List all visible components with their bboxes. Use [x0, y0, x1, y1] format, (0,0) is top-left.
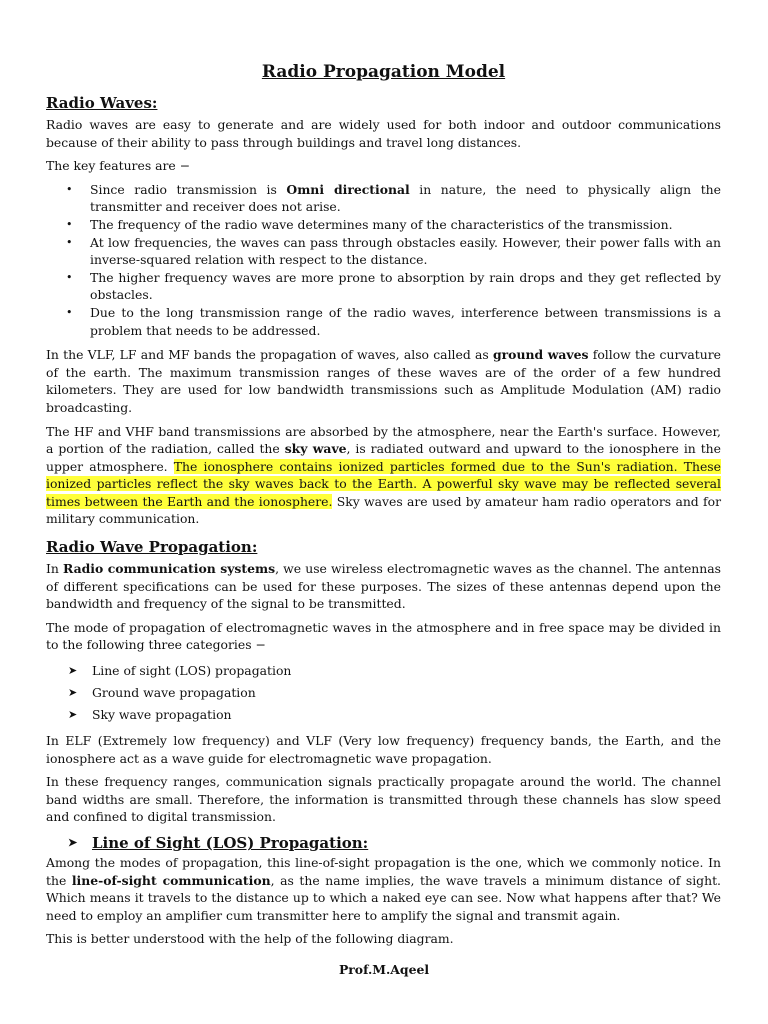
text-run: follow the curvature of the earth. The maximum transmission ranges of these waves are of the order of a few hundred kilometers. They are used for low bandwidth transmissions such as Amplitude Modulation (AM) radio broadcasting.: [46, 347, 721, 415]
list-item: [68, 660, 721, 682]
section-heading-radio-wave-propagation: Radio Wave Propagation:: [46, 538, 258, 557]
section-heading-radio-waves: Radio Waves:: [46, 94, 158, 112]
bold-term-radio-communication-systems: Radio communication systems: [63, 561, 276, 577]
text-run: Sky waves are used by amateur ham radio operators and for military communication.: [46, 493, 721, 527]
list-item-bold-term: Omni directional: [286, 181, 410, 197]
list-item: [90, 269, 721, 304]
paragraph-ground-waves: [46, 346, 721, 416]
list-item-text: in nature, the need to physically align the transmitter and receiver does not arise.: [90, 181, 721, 215]
bold-term-ground-waves: ground waves: [492, 347, 589, 363]
arrow-bullet-icon: ➤: [68, 708, 78, 722]
paragraph-key-features-label: The key features are −: [46, 158, 191, 174]
section-heading-los-propagation: [46, 834, 721, 852]
paragraph-radio-waves-intro: Radio waves are easy to generate and are widely used for both indoor and outdoor communications because of their ability to pass through buildings and travel long distances.: [46, 117, 721, 150]
text-run: , is radiated outward and upward to the ionosphere in the upper atmosphere.: [46, 441, 721, 474]
list-item: [90, 216, 721, 234]
list-item-text: Line of sight (LOS) propagation: [92, 663, 292, 679]
bold-term-sky-wave: sky wave: [284, 441, 347, 457]
list-item: [90, 304, 721, 339]
paragraph-diagram-intro: This is better understood with the help of the following diagram.: [46, 931, 454, 947]
text-run: Among the modes of propagation, this line-of-sight propagation is the one, which we commonly notice. In the: [46, 855, 721, 888]
text-run: In: [46, 561, 63, 577]
footer-author: Prof.M.Aqeel: [338, 962, 430, 977]
paragraph-elf-vlf: In ELF (Extremely low frequency) and VLF (Very low frequency) frequency bands, the Earth, and the ionosphere act as a wave guide for electromagnetic wave propagation.: [46, 733, 721, 766]
text-run: In the VLF, LF and MF bands the propagation of waves, also called as: [46, 347, 493, 363]
list-item-text: The frequency of the radio wave determines many of the characteristics of the transmission.: [90, 216, 673, 232]
text-run: , we use wireless electromagnetic waves as the channel. The antennas of different specifications can be used for these purposes. The sizes of these antennas depend upon the bandwidth and frequency of the signal to be transmitted.: [46, 561, 722, 612]
arrow-bullet-icon: ➤: [68, 686, 78, 700]
highlighted-text: The ionosphere contains ionized particles formed due to the Sun's radiation. These ionized particles reflect the sky waves back to the Earth. A powerful sky wave may be reflected several times between the Earth and the ionosphere.: [46, 458, 721, 509]
section-heading-text: Line of Sight (LOS) Propagation:: [92, 834, 369, 852]
list-item-text: At low frequencies, the waves can pass through obstacles easily. However, their power falls with an inverse-squared relation with respect to the distance.: [90, 234, 721, 268]
paragraph-los-communication: [46, 854, 721, 924]
list-item: [68, 704, 721, 726]
list-item-text: Sky wave propagation: [92, 707, 232, 723]
paragraph-frequency-ranges: In these frequency ranges, communication signals practically propagate around the world. The channel band widths are small. Therefore, the information is transmitted through these channels has slow speed and confined to digital transmission.: [46, 774, 721, 825]
list-item: [68, 682, 721, 704]
paragraph-radio-communication-systems: [46, 560, 721, 613]
arrow-bullet-icon: ➤: [68, 836, 78, 849]
key-features-list: [46, 181, 721, 339]
bold-term-line-of-sight-communication: line-of-sight communication: [71, 872, 271, 888]
list-item: [90, 181, 721, 216]
list-item-text: Due to the long transmission range of the radio waves, interference between transmissions is a problem that needs to be addressed.: [90, 304, 721, 338]
list-item-text: Ground wave propagation: [92, 685, 256, 701]
paragraph-propagation-modes: The mode of propagation of electromagnetic waves in the atmosphere and in free space may be divided in to the following three categories −: [46, 619, 721, 653]
list-item-text: The higher frequency waves are more prone to absorption by rain drops and they get reflected by obstacles.: [90, 269, 721, 303]
list-item: [90, 234, 721, 269]
document-title: Radio Propagation Model: [261, 62, 506, 82]
arrow-bullet-icon: ➤: [68, 664, 78, 678]
paragraph-sky-wave: [46, 423, 721, 529]
text-run: The HF and VHF band transmissions are absorbed by the atmosphere, near the Earth's surface. However, a portion of the radiation, called the: [46, 423, 721, 457]
list-item-text: Since radio transmission is: [90, 181, 287, 197]
text-run: , as the name implies, the wave travels a minimum distance of sight. Which means it travels to the distance up to which a naked eye can see. Now what happens after that? We need to employ an amplifier cum transmitter here to amplify the signal and transmit again.: [46, 872, 721, 923]
propagation-categories-list: [46, 660, 721, 726]
